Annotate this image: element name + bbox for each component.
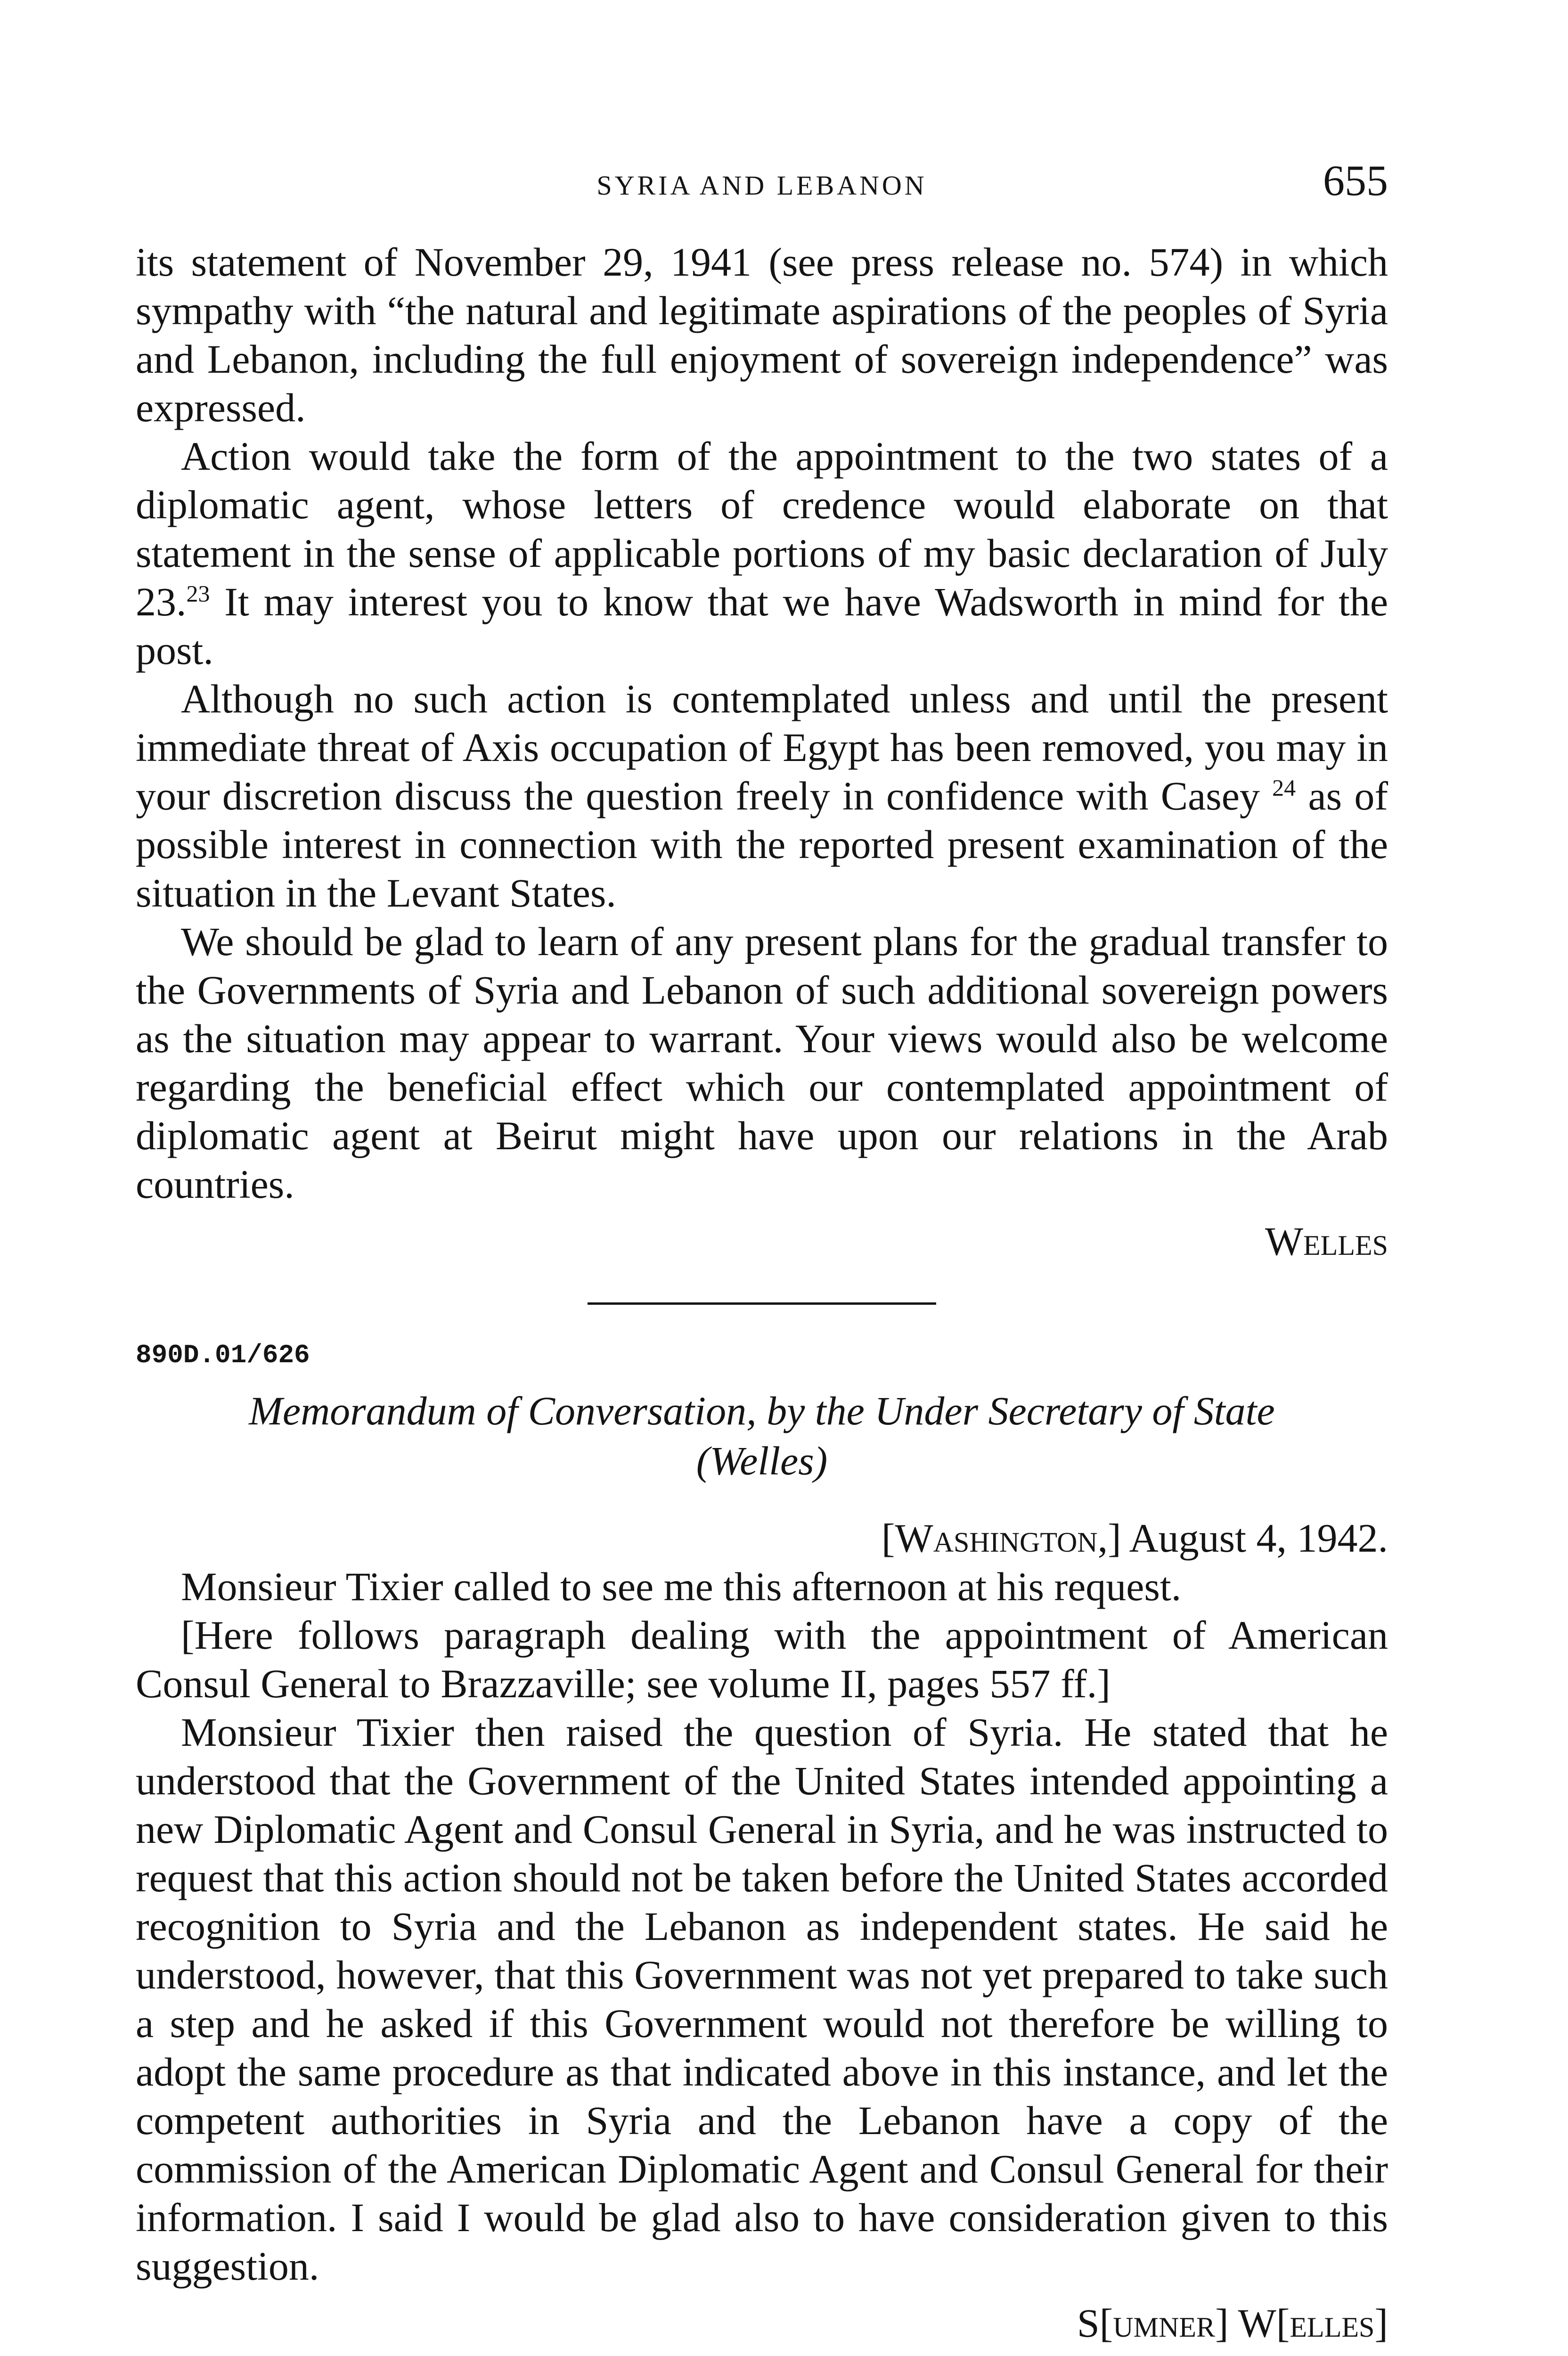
page-number: 655 xyxy=(1323,156,1388,205)
paragraph-1: its statement of November 29, 1941 (see press release no. 574) in which sympathy with “the natural and legitimate aspirations of the peoples of Syria and Lebanon, including the full enjoyment of sovereign independence” was expressed. xyxy=(136,239,1388,430)
footnote-ref-23: 23 xyxy=(186,580,210,607)
page-body xyxy=(136,238,1388,2356)
signature-initial-w: W xyxy=(1228,2300,1276,2346)
paragraph-3-part-b: as of possible interest in connection with the reported present examination of the situation in the Levant States. xyxy=(136,773,1388,916)
memo-paragraph-3: Monsieur Tixier then raised the question of Syria. He stated that he understood that the Government of the United States intended appointing a new Diplomatic Agent and Consul General in Syria, and he was instructed to request that this action should not be taken before the United States accorded recognition to Syria and the Lebanon as independent states. He said he understood, however, that this Government was not yet prepared to take such a step and he asked if this Government would not therefore be willing to adopt the same procedure as that indicated above in this instance, and let the competent authorities in Syria and the Lebanon have a copy of the commission of the American Diplomatic Agent and Consul General for their information. I said I would be glad also to have consideration given to this suggestion. xyxy=(136,1710,1388,2289)
signature-initial-s: S xyxy=(1077,2300,1100,2346)
running-title: SYRIA AND LEBANON xyxy=(596,170,927,201)
dateline-date: August 4, 1942. xyxy=(1121,1515,1388,1561)
memo-paragraph-2: [Here follows paragraph dealing with the appointment of American Consul General to Brazzaville; see volume II, pages 557 ff.] xyxy=(136,1612,1388,1706)
dateline xyxy=(136,1514,1388,1562)
signature-rest-elles: [elles] xyxy=(1276,2300,1388,2346)
section-divider xyxy=(588,1302,936,1305)
document-title-line-2: (Welles) xyxy=(696,1438,828,1483)
paragraph-4: We should be glad to learn of any present plans for the gradual transfer to the Governments of Syria and Lebanon of such additional sovereign powers as the situation may appear to warrant. Your views would also be welcome regarding the beneficial effect which our contemplated appointment of diplomatic agent at Beirut might have upon our relations in the Arab countries. xyxy=(136,919,1388,1207)
page-header xyxy=(136,155,1388,212)
signature-welles: Welles xyxy=(1265,1219,1388,1264)
paragraph-2-part-b: It may interest you to know that we have Wadsworth in mind for the post. xyxy=(136,579,1388,673)
paragraph-2-part-a: Action would take the form of the appointment to the two states of a diplomatic agent, whose letters of credence would elaborate on that statement in the sense of applicable portions of my basic declaration of July 23. xyxy=(136,434,1388,624)
document-title-line-1: Memorandum of Conversation, by the Under Secretary of State xyxy=(249,1388,1275,1433)
signature-sumner-welles xyxy=(136,2299,1388,2348)
signature-rest-umner: [umner] xyxy=(1099,2300,1229,2346)
paragraph-2 xyxy=(136,432,1388,675)
footnote-ref-24: 24 xyxy=(1272,774,1296,801)
paragraph-3-part-a: Although no such action is contemplated unless and until the present immediate threat of Axis occupation of Egypt has been removed, you may in your discretion discuss the question freely in confidence with Casey xyxy=(136,676,1388,818)
file-number: 890D.01/626 xyxy=(136,1340,310,1370)
memo-paragraph-1: Monsieur Tixier called to see me this afternoon at his request. xyxy=(181,1564,1182,1609)
document-title xyxy=(136,1386,1388,1486)
paragraph-3 xyxy=(136,675,1388,917)
dateline-place: [Washington,] xyxy=(881,1515,1121,1561)
